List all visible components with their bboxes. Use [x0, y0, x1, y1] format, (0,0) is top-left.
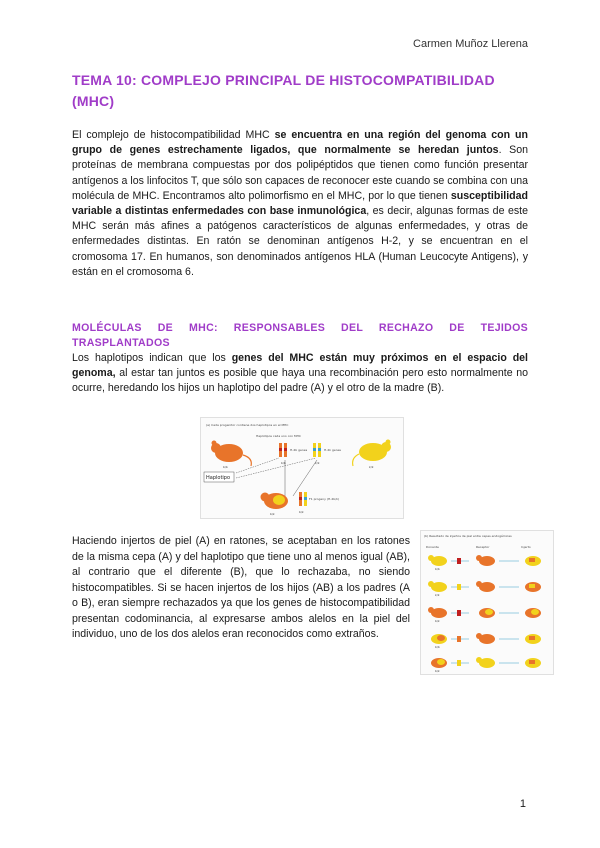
graft-row [431, 633, 541, 649]
column-graft: Injerto [521, 545, 531, 549]
haplotype-paragraph [72, 351, 528, 397]
row-label: b/k [435, 669, 440, 673]
intro-bold-2: susceptibilidad variable a distintas enfermedades con base inmunológica [72, 189, 528, 218]
haplotype-diagram [201, 418, 403, 518]
haplotype-bold: genes del MHC están muy próximos en el espacio del genoma, [72, 352, 528, 380]
offspring-label: b/k [270, 512, 275, 516]
row-label: k/k [435, 593, 440, 597]
row-label: b/b [435, 645, 440, 649]
parent-mouse-icon [211, 441, 251, 467]
skin-graft-paragraph: Haciendo injertos de piel (A) en ratones, se aceptaban en los ratones de la misma cepa (A) y del haplotipo que tiene uno al menos igual (AB), al contrario que el diferente (B), que lo rechazaba, no siendo histocompatibles. Si se hacen injertos de los hijos (AB) a los padres (A o B), eran siempre rechazados ya que los genes de histocompatibilidad presentan codominancia, al expresarse ambos alelos en la piel del individuo, uno de los dos alelos eran reconocidos como extraños. [72, 535, 410, 640]
intro-bold-1: se encuentra en una región del genoma con un grupo de genes estrechamente ligados, que normalmente se heredan juntos [72, 129, 528, 157]
parent1-genotype: b/b [281, 461, 286, 465]
offspring-genotype: b/k [299, 510, 304, 514]
parent2-label: k/k [369, 465, 374, 469]
intro-text-2: . Son proteínas de membrana compuestas por dos polipéptidos que tienen como función presentar antígenos a los linfocitos T, que sólo son capaces de reconocer este cuando se combina con una molécula de MHC. Encontramos alto polimorfismo en el MHC, por lo que tienen [72, 144, 528, 202]
figure1-caption: (a) Cada progenitor contiene dos haplotipos en el MHC [206, 423, 289, 427]
section-heading: MOLÉCULAS DE MHC: RESPONSABLES DEL RECHAZO DE TEJIDOS TRASPLANTADOS [72, 322, 528, 349]
column-donor: Donante [426, 545, 439, 549]
parent-mouse-icon [353, 440, 391, 467]
haplotype-text-2: al estar tan juntos es posible que haya una recombinación pero esto normalmente no ocurre, heredando los hijos un haplotipo del padre (A) y el otro de la madre (B). [72, 367, 528, 395]
intro-text-3: , es decir, algunas formas de este MHC serán más afines a patógenos característicos de algunas enfermedades, y otras de enfermedades distintas. En ratón se denominan antígenos H-2, y se encuentran en el cromosoma 17. En humanos, son denominados antígenos HLA (Human Leucocyte Antigens), y están en el cromosoma 6. [72, 205, 528, 278]
parent2-genotype: k/k [315, 461, 320, 465]
author-name: Carmen Muñoz Llerena [413, 38, 528, 50]
graft-row [431, 657, 541, 673]
haplotype-figure [200, 417, 404, 519]
gene-b-label: H-2k genes [324, 448, 341, 452]
parent1-label: b/b [223, 465, 228, 469]
skin-graft-diagram [421, 531, 553, 674]
offspring-mouse-icon [261, 493, 289, 510]
haplotype-text-1: Los haplotipos indican que los [72, 352, 232, 364]
figure1-subcaption: Haplotipos cada uno con MHC [256, 434, 301, 438]
column-recipient: Receptor [476, 545, 490, 549]
page-title: TEMA 10: COMPLEJO PRINCIPAL DE HISTOCOMPATIBILIDAD (MHC) [72, 72, 495, 109]
intro-paragraph [72, 128, 528, 280]
offspring-caption: F1 progeny (H-2b/k) [309, 497, 340, 501]
gene-a-label: H-2b genes [290, 448, 308, 452]
page-number: 1 [519, 798, 526, 810]
row-label: b/k [435, 619, 440, 623]
row-label: b/b [435, 567, 440, 571]
graft-row [428, 607, 541, 623]
graft-row [428, 581, 541, 597]
intro-text-1: El complejo de histocompatibilidad MHC [72, 129, 275, 141]
graft-row [428, 555, 541, 571]
figure2-caption: (b) Resultado de injertos de piel entre cepas endogámicas [424, 534, 512, 538]
haplotype-label: Haplotipo [206, 475, 231, 481]
skin-graft-figure [420, 530, 554, 675]
